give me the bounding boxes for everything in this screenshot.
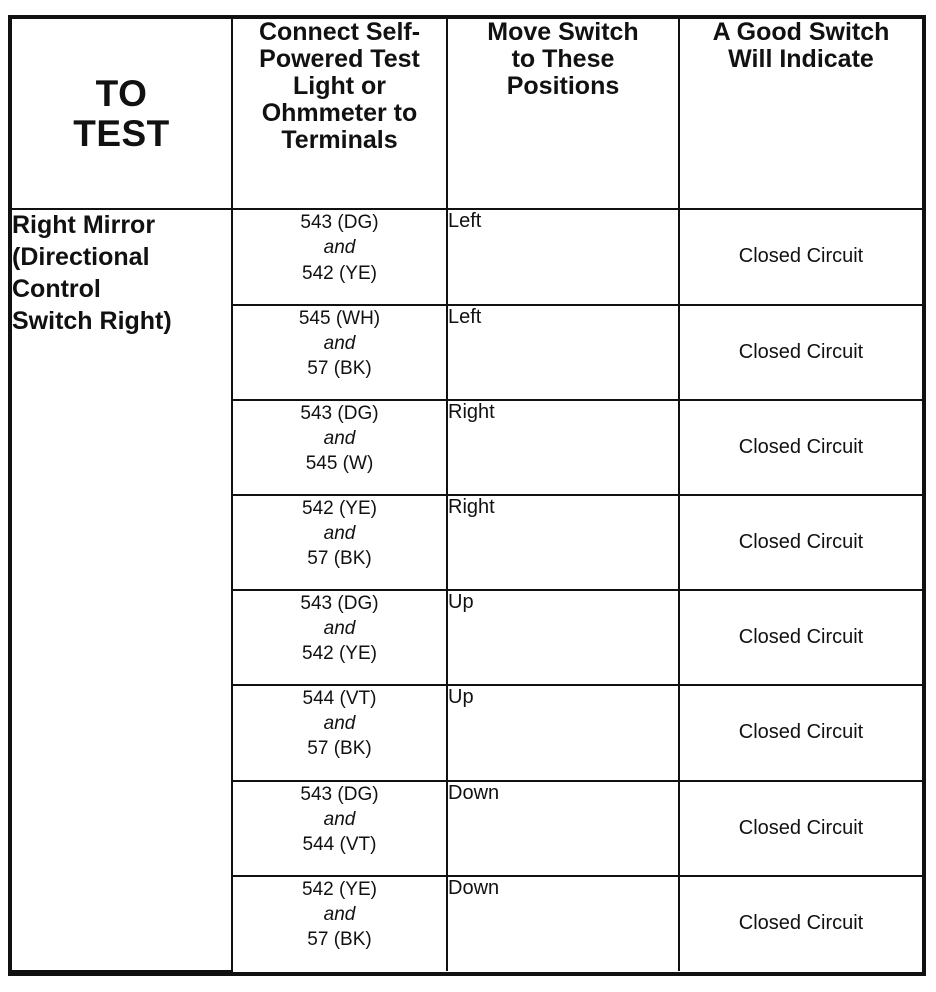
terminal-a: 544 (VT) <box>302 688 377 710</box>
header-to-test-line: TEST <box>73 112 170 154</box>
result-cell: Closed Circuit <box>679 781 922 876</box>
terminal-b: 57 (BK) <box>307 928 372 950</box>
terminal-a: 543 (DG) <box>300 212 379 234</box>
result-cell: Closed Circuit <box>679 876 922 971</box>
switch-position-cell: Right <box>447 495 679 590</box>
header-to-test <box>12 19 232 209</box>
terminals-cell <box>232 400 447 495</box>
header-move-line: to These <box>511 45 615 73</box>
header-row <box>12 19 922 209</box>
terminals-cell <box>232 876 447 971</box>
result-cell: Closed Circuit <box>679 685 922 780</box>
switch-position-cell: Down <box>447 781 679 876</box>
switch-position-cell: Down <box>447 876 679 971</box>
result-cell: Closed Circuit <box>679 495 922 590</box>
terminal-b: 57 (BK) <box>307 548 372 570</box>
terminal-b: 542 (YE) <box>302 262 377 284</box>
switch-position-cell: Right <box>447 400 679 495</box>
terminals-cell <box>232 685 447 780</box>
header-connect-line: Connect Self- <box>258 18 421 46</box>
terminals-cell <box>232 209 447 304</box>
test-name-cell <box>12 209 232 971</box>
header-move-line: Move Switch <box>487 18 639 46</box>
test-name-line: Control <box>12 274 101 303</box>
terminal-b: 57 (BK) <box>307 357 372 379</box>
header-indicate-line: Will Indicate <box>728 45 874 73</box>
result-cell: Closed Circuit <box>679 400 922 495</box>
switch-position-cell: Up <box>447 685 679 780</box>
result-cell: Closed Circuit <box>679 209 922 304</box>
header-connect-line: Light or <box>292 72 387 100</box>
conjunction: and <box>323 523 356 545</box>
header-connect-terminals <box>232 19 447 209</box>
terminal-a: 543 (DG) <box>300 402 379 424</box>
terminal-a: 542 (YE) <box>302 878 377 900</box>
conjunction: and <box>323 713 356 735</box>
header-move-switch <box>447 19 679 209</box>
table-row <box>12 209 922 304</box>
terminals-cell <box>232 590 447 685</box>
test-name-line: (Directional <box>12 243 150 272</box>
conjunction: and <box>323 808 356 830</box>
terminal-b: 545 (W) <box>305 452 374 474</box>
header-move-line: Positions <box>506 72 620 100</box>
test-table-frame <box>8 15 926 976</box>
result-cell: Closed Circuit <box>679 590 922 685</box>
terminals-cell <box>232 495 447 590</box>
terminals-cell <box>232 781 447 876</box>
result-cell: Closed Circuit <box>679 305 922 400</box>
conjunction: and <box>323 618 356 640</box>
terminals-cell <box>232 305 447 400</box>
header-good-switch-indicates <box>679 19 922 209</box>
terminal-b: 544 (VT) <box>302 833 377 855</box>
header-indicate-line: A Good Switch <box>712 18 890 46</box>
terminal-a: 543 (DG) <box>300 783 379 805</box>
header-connect-line: Ohmmeter to <box>261 99 418 127</box>
test-name-line: Switch Right) <box>12 306 172 335</box>
switch-test-table <box>12 19 922 972</box>
switch-position-cell: Left <box>447 209 679 304</box>
switch-position-cell: Left <box>447 305 679 400</box>
terminal-b: 542 (YE) <box>302 643 377 665</box>
header-connect-line: Terminals <box>281 126 398 154</box>
conjunction: and <box>323 237 356 259</box>
header-to-test-line: TO <box>95 72 148 114</box>
terminal-a: 543 (DG) <box>300 593 379 615</box>
terminal-a: 545 (WH) <box>298 307 381 329</box>
conjunction: and <box>323 427 356 449</box>
switch-position-cell: Up <box>447 590 679 685</box>
terminal-a: 542 (YE) <box>302 497 377 519</box>
header-connect-line: Powered Test <box>259 45 420 73</box>
conjunction: and <box>323 332 356 354</box>
conjunction: and <box>323 903 356 925</box>
test-name-line: Right Mirror <box>12 211 156 240</box>
terminal-b: 57 (BK) <box>307 738 372 760</box>
